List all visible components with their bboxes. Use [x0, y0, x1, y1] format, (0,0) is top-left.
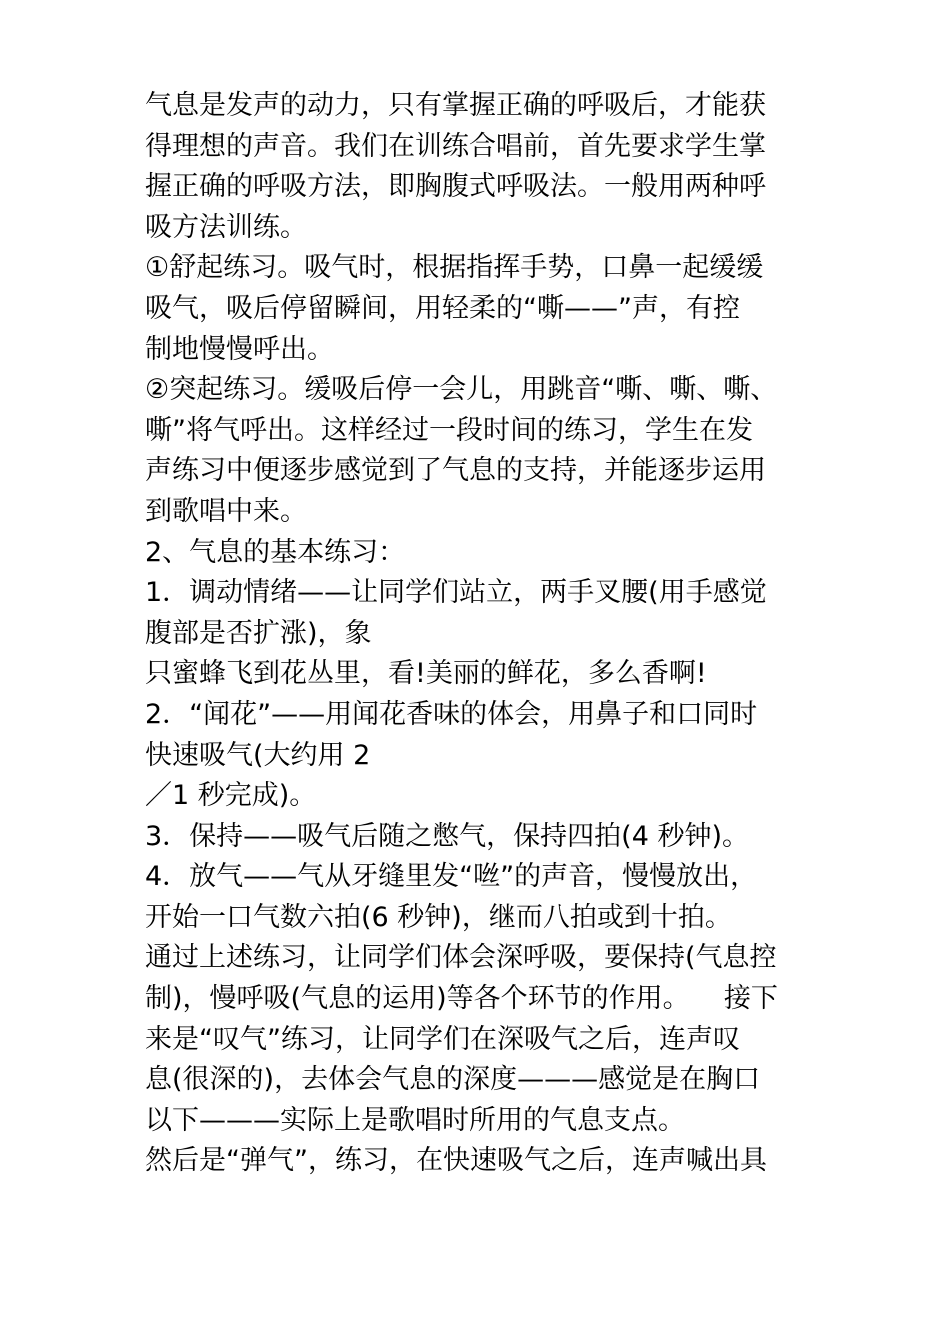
text-line: 来是“叹气”练习，让同学们在深吸气之后，连声叹 — [145, 1023, 740, 1055]
text-line: 2．“闻花”——用闻花香味的体会，用鼻子和口同时 — [145, 698, 758, 730]
text-line: 1．调动情绪——让同学们站立，两手叉腰(用手感觉 — [145, 577, 767, 609]
text-line: ②突起练习。缓吸后停一会儿，用跳音“嘶、嘶、嘶、 — [145, 374, 778, 406]
text-line: 2、气息的基本练习： — [145, 536, 406, 568]
text-line: 以下———实际上是歌唱时所用的气息支点。 — [145, 1104, 685, 1136]
text-line: 制)，慢呼吸(气息的运用)等各个环节的作用。 接下 — [145, 983, 778, 1015]
text-line: 握正确的呼吸方法，即胸腹式呼吸法。一般用两种呼 — [145, 171, 766, 203]
text-line: 4．放气——气从牙缝里发“咝”的声音，慢慢放出， — [145, 861, 758, 893]
text-line: ／1 秒完成)。 — [145, 780, 317, 812]
text-line: 然后是“弹气”，练习，在快速吸气之后，连声喊出具 — [145, 1145, 767, 1177]
text-line: 到歌唱中来。 — [145, 495, 307, 527]
text-line: 制地慢慢呼出。 — [145, 333, 334, 365]
text-line: 息(很深的)，去体会气息的深度———感觉是在胸口 — [145, 1064, 761, 1096]
text-line: 得理想的声音。我们在训练合唱前，首先要求学生掌 — [145, 130, 766, 162]
text-line: 3．保持——吸气后随之憋气，保持四拍(4 秒钟)。 — [145, 820, 750, 852]
text-line: 快速吸气(大约用 2 — [145, 739, 371, 771]
text-line: 声练习中便逐步感觉到了气息的支持，并能逐步运用 — [145, 455, 766, 487]
text-line: 只蜜蜂飞到花丛里，看!美丽的鲜花，多么香啊! — [145, 658, 707, 690]
document-body — [145, 86, 835, 1182]
text-line: 嘶”将气呼出。这样经过一段时间的练习，学生在发 — [145, 414, 753, 446]
text-line: 吸方法训练。 — [145, 211, 307, 243]
text-line: 腹部是否扩涨)，象 — [145, 617, 372, 649]
text-line: 吸气，吸后停留瞬间，用轻柔的“嘶——”声，有控 — [145, 292, 740, 324]
text-line: 开始一口气数六拍(6 秒钟)，继而八拍或到十拍。 — [145, 901, 732, 933]
text-line: 通过上述练习，让同学们体会深呼吸，要保持(气息控 — [145, 942, 777, 974]
text-line: 气息是发声的动力，只有掌握正确的呼吸后，才能获 — [145, 90, 766, 121]
text-line: ①舒起练习。吸气时，根据指挥手势，口鼻一起缓缓 — [145, 252, 764, 284]
